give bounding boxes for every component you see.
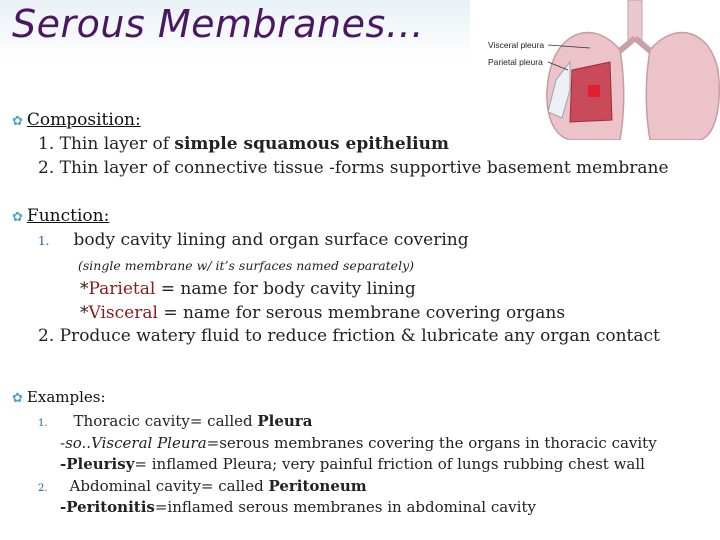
bullet-icon: ✿ <box>12 114 23 129</box>
examples-sub-1: -so..Visceral Pleura=serous membranes covering the organs in thoracic cavity <box>60 434 657 452</box>
examples-sub-2: -Pleurisy= inflamed Pleura; very painful friction of lungs rubbing chest wall <box>60 455 645 473</box>
function-item-2: 2. Produce watery fluid to reduce friction & lubricate any organ contact <box>38 326 660 346</box>
function-note: (single membrane w/ it’s surfaces named separately) <box>78 258 415 273</box>
examples-item-1: 1. Thoracic cavity= called Pleura <box>38 412 313 430</box>
label-parietal-pleura: Parietal pleura <box>488 57 543 67</box>
examples-heading: ✿ Examples: <box>12 388 106 406</box>
function-item-1: 1. body cavity lining and organ surface covering <box>38 230 469 250</box>
composition-item-1: 1. Thin layer of simple squamous epithelium <box>38 134 449 154</box>
visceral-definition: *Visceral = name for serous membrane covering organs <box>80 303 566 323</box>
composition-item-2: 2. Thin layer of connective tissue -forms supportive basement membrane <box>38 158 669 178</box>
slide-title: Serous Membranes… <box>12 2 425 46</box>
function-heading: ✿ Function: <box>12 206 110 226</box>
examples-sub-3: -Peritonitis=inflamed serous membranes in abdominal cavity <box>60 498 536 516</box>
label-visceral-pleura: Visceral pleura <box>488 40 545 50</box>
examples-item-2: 2. Abdominal cavity= called Peritoneum <box>38 477 367 495</box>
parietal-definition: *Parietal = name for body cavity lining <box>80 279 416 299</box>
lung-illustration <box>470 0 720 140</box>
bullet-icon: ✿ <box>12 391 23 406</box>
composition-heading: ✿ Composition: <box>12 110 141 130</box>
bullet-icon: ✿ <box>12 210 23 225</box>
